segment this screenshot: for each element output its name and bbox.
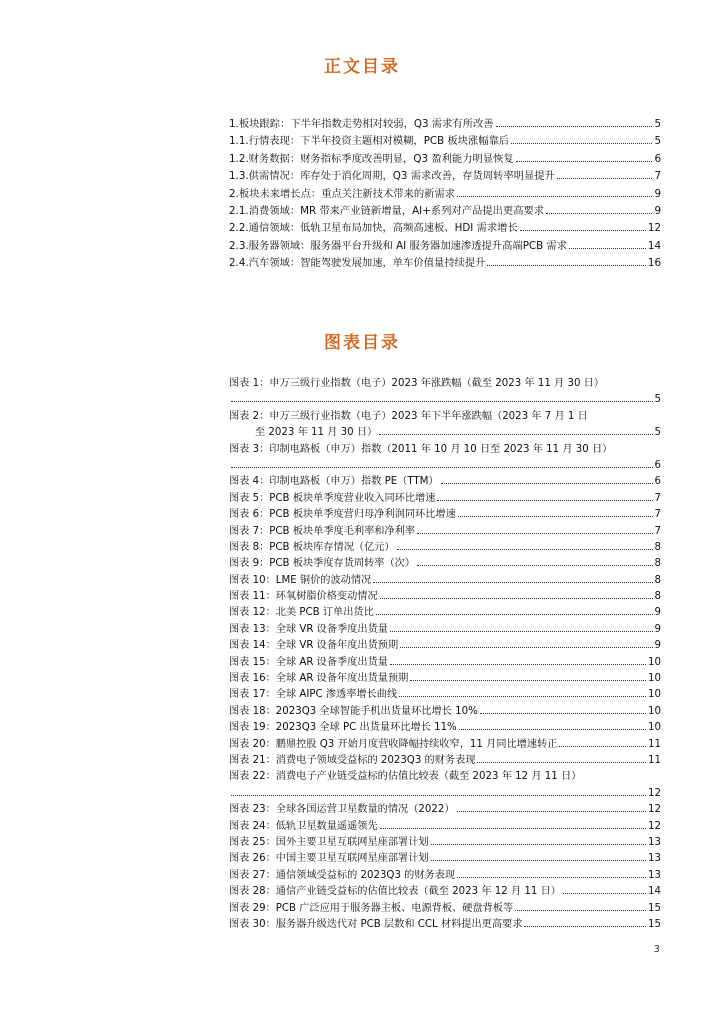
leader-dots [459, 729, 646, 730]
leader-dots [231, 467, 653, 468]
figure-entry-title: 图表 23：全球各国运营卫星数量的情况（2022） [229, 804, 455, 816]
toc-entry-page: 7 [654, 170, 661, 183]
figure-entry-page: 7 [654, 492, 661, 504]
figure-entry-title: 图表 19：2023Q3 全球 PC 出货量环比增长 11% [229, 722, 457, 734]
figure-entry-page: 6 [654, 476, 661, 488]
leader-dots [379, 434, 652, 435]
figures-list [229, 376, 661, 933]
toc-entry[interactable] [229, 238, 661, 255]
figure-line [229, 524, 661, 540]
toc-entry-title: 1.2.财务数据：财务指标季度改善明显，Q3 盈利能力明显恢复 [229, 152, 514, 165]
toc-entry[interactable] [229, 168, 661, 185]
figure-entry[interactable] [229, 556, 661, 572]
leader-dots [511, 143, 652, 144]
figure-entry-title: 图表 13：全球 VR 设备季度出货量 [229, 623, 388, 635]
figure-line [229, 786, 661, 802]
figure-entry-title: 图表 29：PCB 广泛应用于服务器主板、电源背板、硬盘背板等 [229, 902, 514, 914]
figure-entry[interactable] [229, 753, 661, 769]
figure-entry-title: 图表 22：消费电子产业链受益标的估值比较表（截至 2023 年 12 月 11 日） [229, 771, 582, 783]
figure-line [229, 491, 661, 507]
figure-line [229, 392, 661, 408]
leader-dots [520, 230, 646, 231]
figure-line [229, 458, 661, 474]
figure-entry-title: 图表 30：服务器升级迭代对 PCB 层数和 CCL 材料提出更高要求 [229, 918, 523, 930]
figure-entry-page: 8 [654, 591, 661, 603]
toc-entry[interactable] [229, 116, 661, 133]
leader-dots [441, 483, 653, 484]
leader-dots [437, 500, 652, 501]
figure-entry[interactable] [229, 868, 661, 884]
figure-entry[interactable] [229, 442, 661, 475]
leader-dots [457, 196, 652, 197]
figure-line [229, 851, 661, 867]
figure-line [229, 622, 661, 638]
leader-dots [557, 178, 653, 179]
leader-dots [431, 860, 646, 861]
figure-line [229, 655, 661, 671]
figure-entry[interactable] [229, 605, 661, 621]
figure-entry[interactable] [229, 507, 661, 523]
figure-entry[interactable] [229, 409, 661, 442]
leader-dots [458, 516, 653, 517]
figure-entry-page: 11 [648, 738, 661, 750]
figure-entry-page: 13 [648, 836, 661, 848]
figure-entry-page: 15 [648, 902, 661, 914]
toc-entry-title: 2.4.汽车领域：智能驾驶发展加速，单车价值量持续提升 [229, 257, 486, 270]
figure-entry[interactable] [229, 835, 661, 851]
leader-dots [515, 910, 646, 911]
figure-entry-page: 7 [654, 509, 661, 521]
leader-dots [487, 265, 645, 266]
toc-entry-title: 2.1.消费领域：MR 带来产业链新增量，AI+系列对产品提出更高要求 [229, 204, 545, 217]
toc-entry-title: 2.3.服务器领域：服务器平台升级和 AI 服务器加速渗透提升高端PCB 需求 [229, 239, 568, 252]
contents-title: 正文目录 [324, 57, 400, 77]
figure-entry-title: 图表 21：消费电子领域受益标的 2023Q3 的财务表现 [229, 754, 476, 766]
figure-entry-page: 15 [648, 918, 661, 930]
figure-entry[interactable] [229, 540, 661, 556]
figure-entry-title: 图表 20：鹏鼎控股 Q3 开始月度营收降幅持续收窄，11 月同比增速转正 [229, 738, 558, 750]
figure-line [229, 605, 661, 621]
figure-line [229, 474, 661, 490]
figure-line [229, 573, 661, 589]
figure-entry-title: 图表 4：印制电路板（申万）指数 PE（TTM） [229, 476, 439, 488]
figure-entry[interactable] [229, 851, 661, 867]
figure-entry-page: 9 [654, 623, 661, 635]
leader-dots [569, 248, 646, 249]
figure-entry-page: 8 [654, 558, 661, 570]
toc-entry[interactable] [229, 186, 661, 203]
figure-entry-page: 14 [648, 886, 661, 898]
figure-entry-title: 图表 7：PCB 板块单季度毛利率和净利率 [229, 525, 416, 537]
leader-dots [480, 713, 646, 714]
figure-line [229, 671, 661, 687]
toc-entry-title: 2.板块未来增长点：重点关注新技术带来的新需求 [229, 187, 456, 200]
figure-line [229, 819, 661, 835]
figure-entry[interactable] [229, 376, 661, 409]
figure-entry[interactable] [229, 884, 661, 900]
figure-entry[interactable] [229, 655, 661, 671]
leader-dots [477, 762, 646, 763]
figure-entry-page: 5 [654, 394, 661, 406]
leader-dots [563, 893, 646, 894]
figure-entry-title: 图表 16：全球 AR 设备年度出货量预期 [229, 673, 409, 685]
figure-entry-title-cont: 至 2023 年 11 月 30 日） [255, 427, 378, 439]
figure-entry-title: 图表 3：印制电路板（申万）指数（2011 年 10 月 10 日至 2023 年 11 月 30 日） [229, 443, 613, 455]
figure-line [229, 753, 661, 769]
leader-dots [431, 844, 646, 845]
toc-entry-page: 9 [654, 187, 661, 200]
figure-entry[interactable] [229, 802, 661, 818]
leader-dots [399, 696, 646, 697]
figure-entry[interactable] [229, 573, 661, 589]
figure-entry-title: 图表 9：PCB 板块季度存货周转率（次） [229, 558, 416, 570]
figure-entry-page: 9 [654, 640, 661, 652]
figure-entry-page: 12 [648, 787, 661, 799]
figure-entry[interactable] [229, 687, 661, 703]
figure-line [229, 704, 661, 720]
figure-entry[interactable] [229, 819, 661, 835]
figure-line [229, 556, 661, 572]
figure-entry[interactable] [229, 720, 661, 736]
figure-entry[interactable] [229, 638, 661, 654]
figure-line [229, 638, 661, 654]
leader-dots [380, 598, 653, 599]
toc-entry-title: 1.3.供需情况：库存处于消化周期，Q3 需求改善，存货周转率明显提升 [229, 170, 555, 183]
figure-line [229, 737, 661, 753]
leader-dots [390, 664, 646, 665]
toc-entry[interactable] [229, 133, 661, 150]
figures-title: 图表目录 [324, 333, 400, 353]
toc-entry[interactable] [229, 151, 661, 168]
leader-dots [410, 680, 646, 681]
figure-entry-title: 图表 26：中国主要卫星互联网星座部署计划 [229, 853, 429, 865]
figure-entry-title: 图表 15：全球 AR 设备季度出货量 [229, 656, 388, 668]
leader-dots [417, 565, 653, 566]
leader-dots [496, 126, 653, 127]
figure-entry-page: 13 [648, 853, 661, 865]
toc-entry-title: 1.1.行情表现：下半年投资主题相对模糊，PCB 板块涨幅靠后 [229, 135, 510, 148]
figure-line [229, 884, 661, 900]
leader-dots [376, 614, 653, 615]
figure-entry-page: 10 [648, 722, 661, 734]
toc-entry-page: 5 [654, 118, 661, 130]
leader-dots [390, 631, 653, 632]
leader-dots [516, 161, 653, 162]
figure-entry[interactable] [229, 524, 661, 540]
figure-entry[interactable] [229, 671, 661, 687]
figure-entry-page: 11 [648, 754, 661, 766]
figure-entry-page: 10 [648, 689, 661, 701]
figure-line [229, 835, 661, 851]
leader-dots [231, 401, 653, 402]
toc-entry-page: 6 [654, 152, 661, 165]
toc-entry-title: 1.板块跟踪：下半年指数走势相对较弱，Q3 需求有所改善 [229, 118, 494, 130]
figure-entry-title: 图表 14：全球 VR 设备年度出货预期 [229, 640, 399, 652]
leader-dots [546, 213, 652, 214]
figure-entry-title: 图表 8：PCB 板块库存情况（亿元） [229, 541, 395, 553]
figure-line [229, 589, 661, 605]
figure-entry-page: 8 [654, 574, 661, 586]
figure-entry-title: 图表 18：2023Q3 全球智能手机出货量环比增长 10% [229, 705, 478, 717]
leader-dots [373, 582, 652, 583]
figure-line [229, 917, 661, 933]
figure-entry-title: 图表 25：国外主要卫星互联网星座部署计划 [229, 836, 429, 848]
toc-entry-title: 2.2.通信领域：低轨卫星布局加快，高频高速板、HDI 需求增长 [229, 222, 518, 235]
figure-entry-page: 12 [648, 820, 661, 832]
figure-entry-title: 图表 2：申万三级行业指数（电子）2023 年下半年涨跌幅（2023 年 7 月 1 日 [229, 410, 588, 422]
toc-entry-page: 12 [647, 222, 661, 235]
leader-dots [400, 647, 652, 648]
figure-entry-page: 5 [654, 427, 661, 439]
figure-line [229, 802, 661, 818]
figure-entry-page: 8 [654, 541, 661, 553]
figure-entry-title: 图表 1：申万三级行业指数（电子）2023 年涨跌幅（截至 2023 年 11 月 30 日） [229, 378, 605, 389]
figure-entry-page: 12 [648, 804, 661, 816]
figure-line [229, 901, 661, 917]
figure-entry[interactable] [229, 737, 661, 753]
leader-dots [559, 746, 646, 747]
figure-entry-title: 图表 28：通信产业链受益标的估值比较表（截至 2023 年 12 月 11 日） [229, 886, 561, 898]
leader-dots [397, 549, 653, 550]
toc-entry-page: 5 [654, 135, 661, 148]
figure-entry-page: 7 [654, 525, 661, 537]
leader-dots [457, 877, 646, 878]
page-number: 3 [653, 944, 660, 955]
figure-line [229, 540, 661, 556]
figure-entry[interactable] [229, 704, 661, 720]
figure-entry[interactable] [229, 474, 661, 490]
leader-dots [380, 828, 646, 829]
toc-entry-page: 14 [647, 239, 661, 252]
figure-line [229, 687, 661, 703]
figure-entry-page: 13 [648, 869, 661, 881]
figure-entry[interactable] [229, 901, 661, 917]
toc-entry[interactable] [229, 203, 661, 220]
figure-entry-title: 图表 27：通信领域受益标的 2023Q3 的财务表现 [229, 869, 456, 881]
figure-entry-page: 6 [654, 459, 661, 471]
figure-line [229, 720, 661, 736]
figure-line [229, 868, 661, 884]
figure-line [229, 507, 661, 523]
figure-entry-page: 9 [654, 607, 661, 619]
contents-list [229, 116, 661, 273]
leader-dots [231, 795, 646, 796]
figure-entry-title: 图表 10：LME 铜价的波动情况 [229, 574, 372, 586]
figure-entry[interactable] [229, 589, 661, 605]
figure-entry[interactable] [229, 491, 661, 507]
figure-entry-page: 10 [648, 705, 661, 717]
figure-entry-title: 图表 24：低轨卫星数量遥遥领先 [229, 820, 378, 832]
figure-entry-title: 图表 17：全球 AIPC 渗透率增长曲线 [229, 689, 398, 701]
figure-entry-page: 10 [648, 656, 661, 668]
toc-entry[interactable] [229, 220, 661, 237]
figure-entry[interactable] [229, 917, 661, 933]
figure-entry-title: 图表 5：PCB 板块单季度营业收入同环比增速 [229, 492, 436, 504]
figure-entry-title: 图表 12：北美 PCB 订单出货比 [229, 607, 374, 619]
figure-entry-page: 10 [648, 673, 661, 685]
toc-entry[interactable] [229, 255, 661, 272]
figure-entry[interactable] [229, 769, 661, 802]
figure-line [229, 425, 661, 441]
figure-entry[interactable] [229, 622, 661, 638]
leader-dots [417, 533, 653, 534]
figure-entry-title: 图表 11：环氧树脂价格变动情况 [229, 591, 378, 603]
toc-entry-page: 16 [647, 257, 661, 270]
figure-entry-title: 图表 6：PCB 板块单季度营归母净利润同环比增速 [229, 509, 456, 521]
toc-entry-page: 9 [654, 204, 661, 217]
leader-dots [457, 811, 647, 812]
leader-dots [524, 926, 646, 927]
